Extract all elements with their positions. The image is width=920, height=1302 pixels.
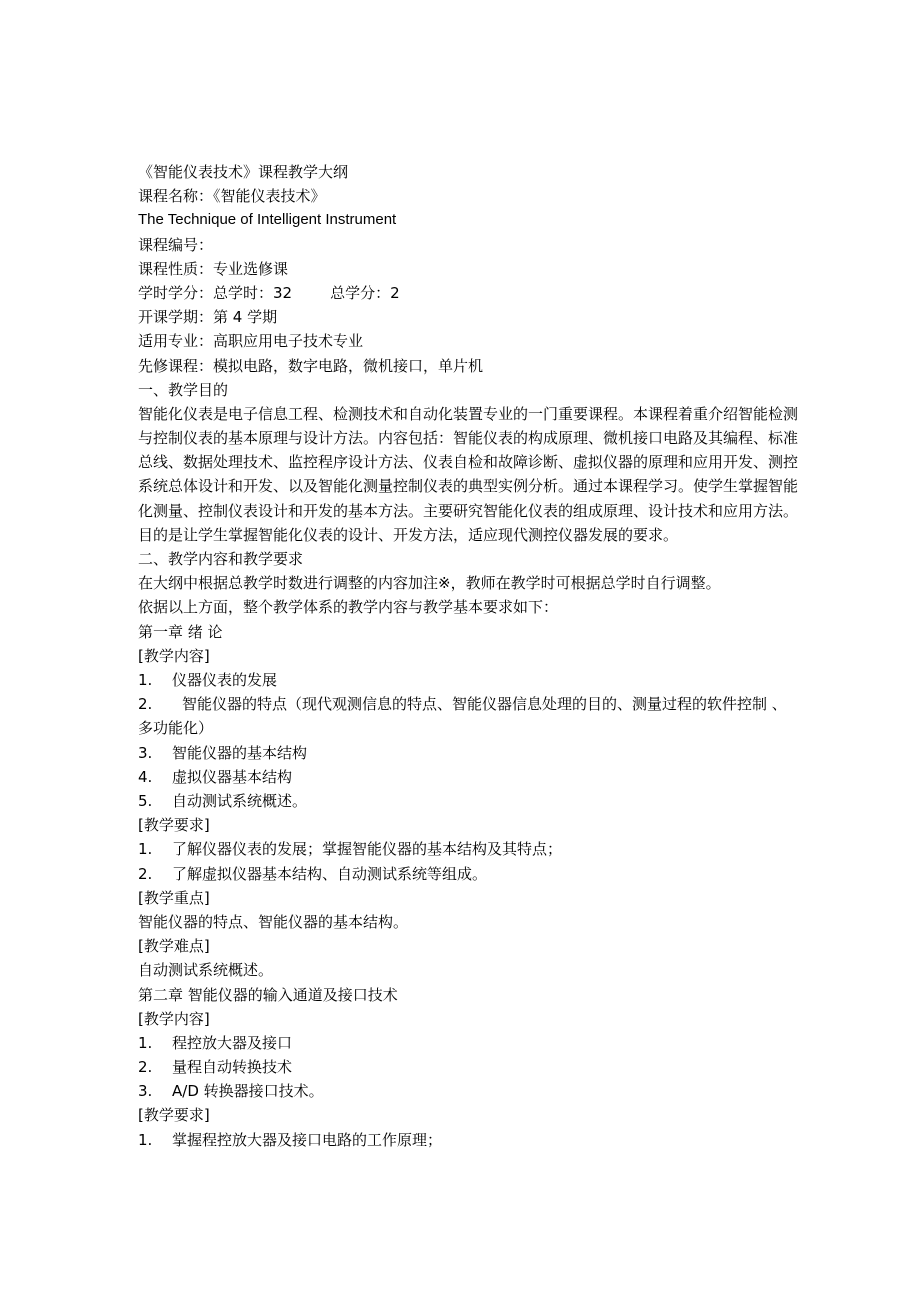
course-nature: 课程性质：专业选修课: [138, 259, 289, 278]
prerequisites: 先修课程：模拟电路，数字电路，微机接口，单片机: [138, 356, 484, 375]
document-title: 《智能仪表技术》课程教学大纲: [138, 163, 349, 181]
chapter-1-title: 第一章 绪 论: [138, 622, 223, 641]
chapter-1-content-label: [教学内容]: [138, 646, 210, 665]
chapter-2-requirements-label: [教学要求]: [138, 1106, 210, 1125]
content-intro: 依据以上方面，整个教学体系的教学内容与教学基本要求如下：: [138, 598, 559, 617]
section-heading-content: 二、教学内容和教学要求: [138, 550, 304, 569]
english-course-name: The Technique of Intelligent Instrument: [138, 211, 397, 229]
list-item: 5. 自动测试系统概述。: [138, 792, 308, 810]
content-note: 在大纲中根据总教学时数进行调整的内容加注※，教师在教学时可根据总学时自行调整。: [138, 574, 721, 593]
chapter-2-content-label: [教学内容]: [138, 1009, 210, 1028]
chapter-2-title: 第二章 智能仪器的输入通道及接口技术: [138, 985, 398, 1004]
hours-credits: [138, 281, 798, 305]
list-item: 3. A/D 转换器接口技术。: [138, 1082, 324, 1101]
document-body: [138, 160, 798, 1152]
course-code: 课程编号：: [138, 235, 214, 254]
chapter-1-requirements-label: [教学要求]: [138, 816, 210, 835]
applicable-major: 适用专业：高职应用电子技术专业: [138, 332, 364, 351]
list-item: 3. 智能仪器的基本结构: [138, 743, 308, 762]
total-credits: 总学分：2: [330, 283, 400, 302]
chapter-1-key-points: 智能仪器的特点、智能仪器的基本结构。: [138, 912, 409, 931]
chapter-1-difficulties: 自动测试系统概述。: [138, 961, 274, 980]
list-item: 1. 掌握程控放大器及接口电路的工作原理；: [138, 1130, 443, 1149]
list-item: 1. 程控放大器及接口: [138, 1033, 293, 1052]
course-name: 课程名称：《智能仪表技术》: [138, 187, 326, 206]
list-item: 1. 仪器仪表的发展: [138, 671, 278, 690]
section-heading-objective: 一、教学目的: [138, 380, 229, 399]
list-item: 2. 智能仪器的特点（现代观测信息的特点、智能仪器信息处理的目的、测量过程的软件控制 、多功能化）: [138, 695, 787, 738]
objective-paragraph: 智能化仪表是电子信息工程、检测技术和自动化装置专业的一门重要课程。本课程着重介绍智能检测与控制仪表的基本原理与设计方法。内容包括：智能仪表的构成原理、微机接口电路及其编程、标准总线、数据处理技术、监控程序设计方法、仪表自检和故障诊断、虚拟仪器的原理和应用开发、测控系统总体设计和开发、以及智能化测量控制仪表的典型实例分析。通过本课程学习。使学生掌握智能化测量、控制仪表设计和开发的基本方法。主要研究智能化仪表的组成原理、设计技术和应用方法。目的是让学生掌握智能化仪表的设计、开发方法，适应现代测控仪器发展的要求。: [138, 404, 799, 544]
semester: 开课学期：第 4 学期: [138, 308, 278, 327]
chapter-1-difficulties-label: [教学难点]: [138, 937, 210, 956]
total-hours: 学时学分：总学时：32: [138, 283, 293, 302]
list-item: 2. 量程自动转换技术: [138, 1058, 293, 1077]
list-item: 4. 虚拟仪器基本结构: [138, 767, 293, 786]
chapter-1-key-points-label: [教学重点]: [138, 888, 210, 907]
list-item: 1. 了解仪器仪表的发展；掌握智能仪器的基本结构及其特点；: [138, 840, 563, 859]
list-item: 2. 了解虚拟仪器基本结构、自动测试系统等组成。: [138, 864, 488, 883]
